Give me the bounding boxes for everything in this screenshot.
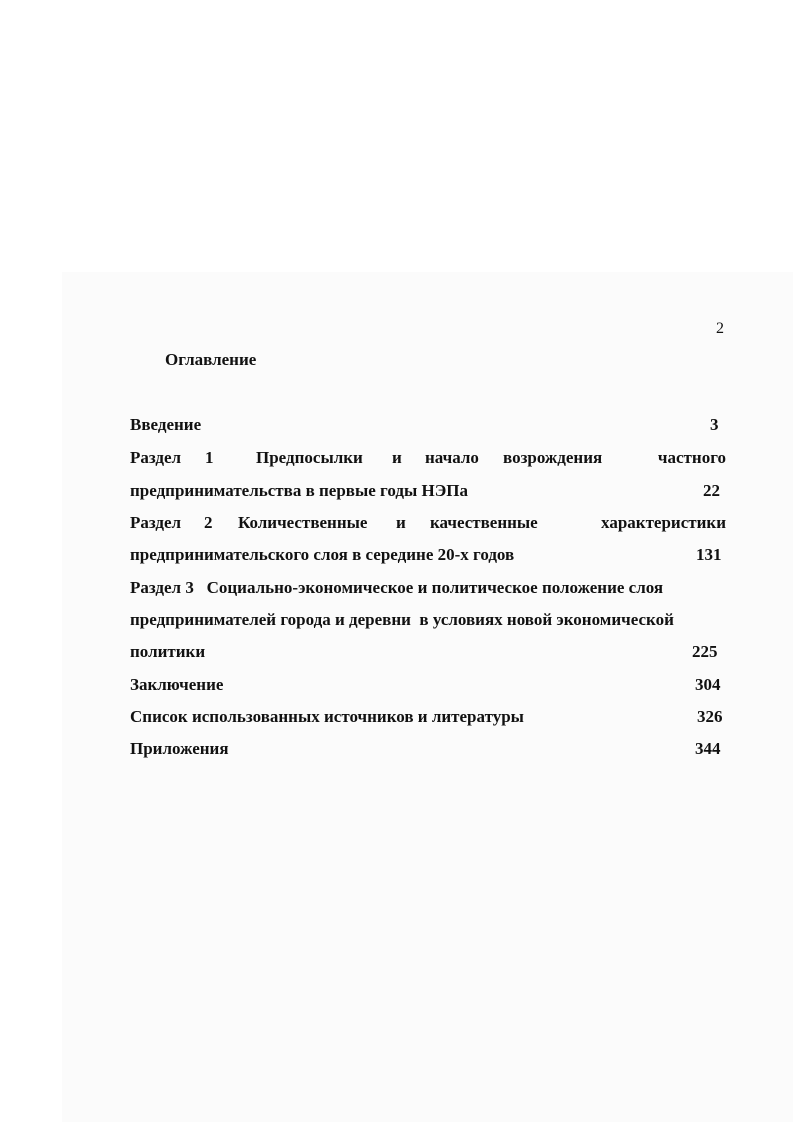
toc-entry-section-3-line-1 [130, 575, 726, 601]
toc-entry-section-1-line-1 [130, 445, 726, 471]
toc-entry-section-3-line-2 [130, 607, 726, 633]
word: возрождения [503, 448, 603, 467]
toc-entry-page: 304 [695, 675, 721, 694]
toc-entry-label: предпринимателей города и деревни в условиях новой экономической [130, 610, 674, 629]
toc-entry-label: предпринимательского слоя в середине 20-х годов [130, 545, 515, 564]
word: и [392, 448, 402, 467]
toc-entry-introduction [130, 412, 726, 438]
toc-entry-page: 225 [692, 642, 718, 661]
toc-entry-label: предпринимательства в первые годы НЭПа [130, 481, 468, 500]
word: 1 [205, 448, 214, 467]
toc-entry-page: 22 [703, 481, 720, 500]
toc-entry-sources [130, 704, 726, 730]
toc-entry-section-2-line-2 [130, 542, 726, 568]
word: Раздел [130, 448, 182, 467]
toc-entry-label: Приложения [130, 739, 229, 758]
toc-entry-label: Введение [130, 415, 202, 434]
toc-entry-page: 344 [695, 739, 721, 758]
word: качественные [430, 513, 538, 532]
word: Раздел [130, 513, 182, 532]
word: начало [425, 448, 479, 467]
toc-entry-section-3-line-3 [130, 639, 726, 665]
toc-entry-label: Раздел 3 Социально-экономическое и политическое положение слоя [130, 578, 664, 597]
toc-entry-section-2-line-1 [130, 510, 726, 536]
toc-entry-conclusion [130, 672, 726, 698]
toc-entry-appendix [130, 736, 726, 762]
word: Предпосылки [256, 448, 363, 467]
word: частного [657, 448, 726, 467]
toc-entry-label: Заключение [130, 675, 224, 694]
toc-entry-page: 131 [696, 545, 722, 564]
toc-entry-label: Список использованных источников и литературы [130, 707, 524, 726]
word: характеристики [601, 513, 726, 532]
toc-entry-page: 326 [697, 707, 723, 726]
word: Количественные [238, 513, 368, 532]
toc-entry-label: политики [130, 642, 206, 661]
word: 2 [204, 513, 213, 532]
page-number: 2 [716, 320, 724, 337]
word: и [396, 513, 406, 532]
toc-title: Оглавление [165, 350, 257, 369]
toc-entry-page: 3 [710, 415, 719, 434]
toc-entry-section-1-line-2 [130, 478, 726, 504]
